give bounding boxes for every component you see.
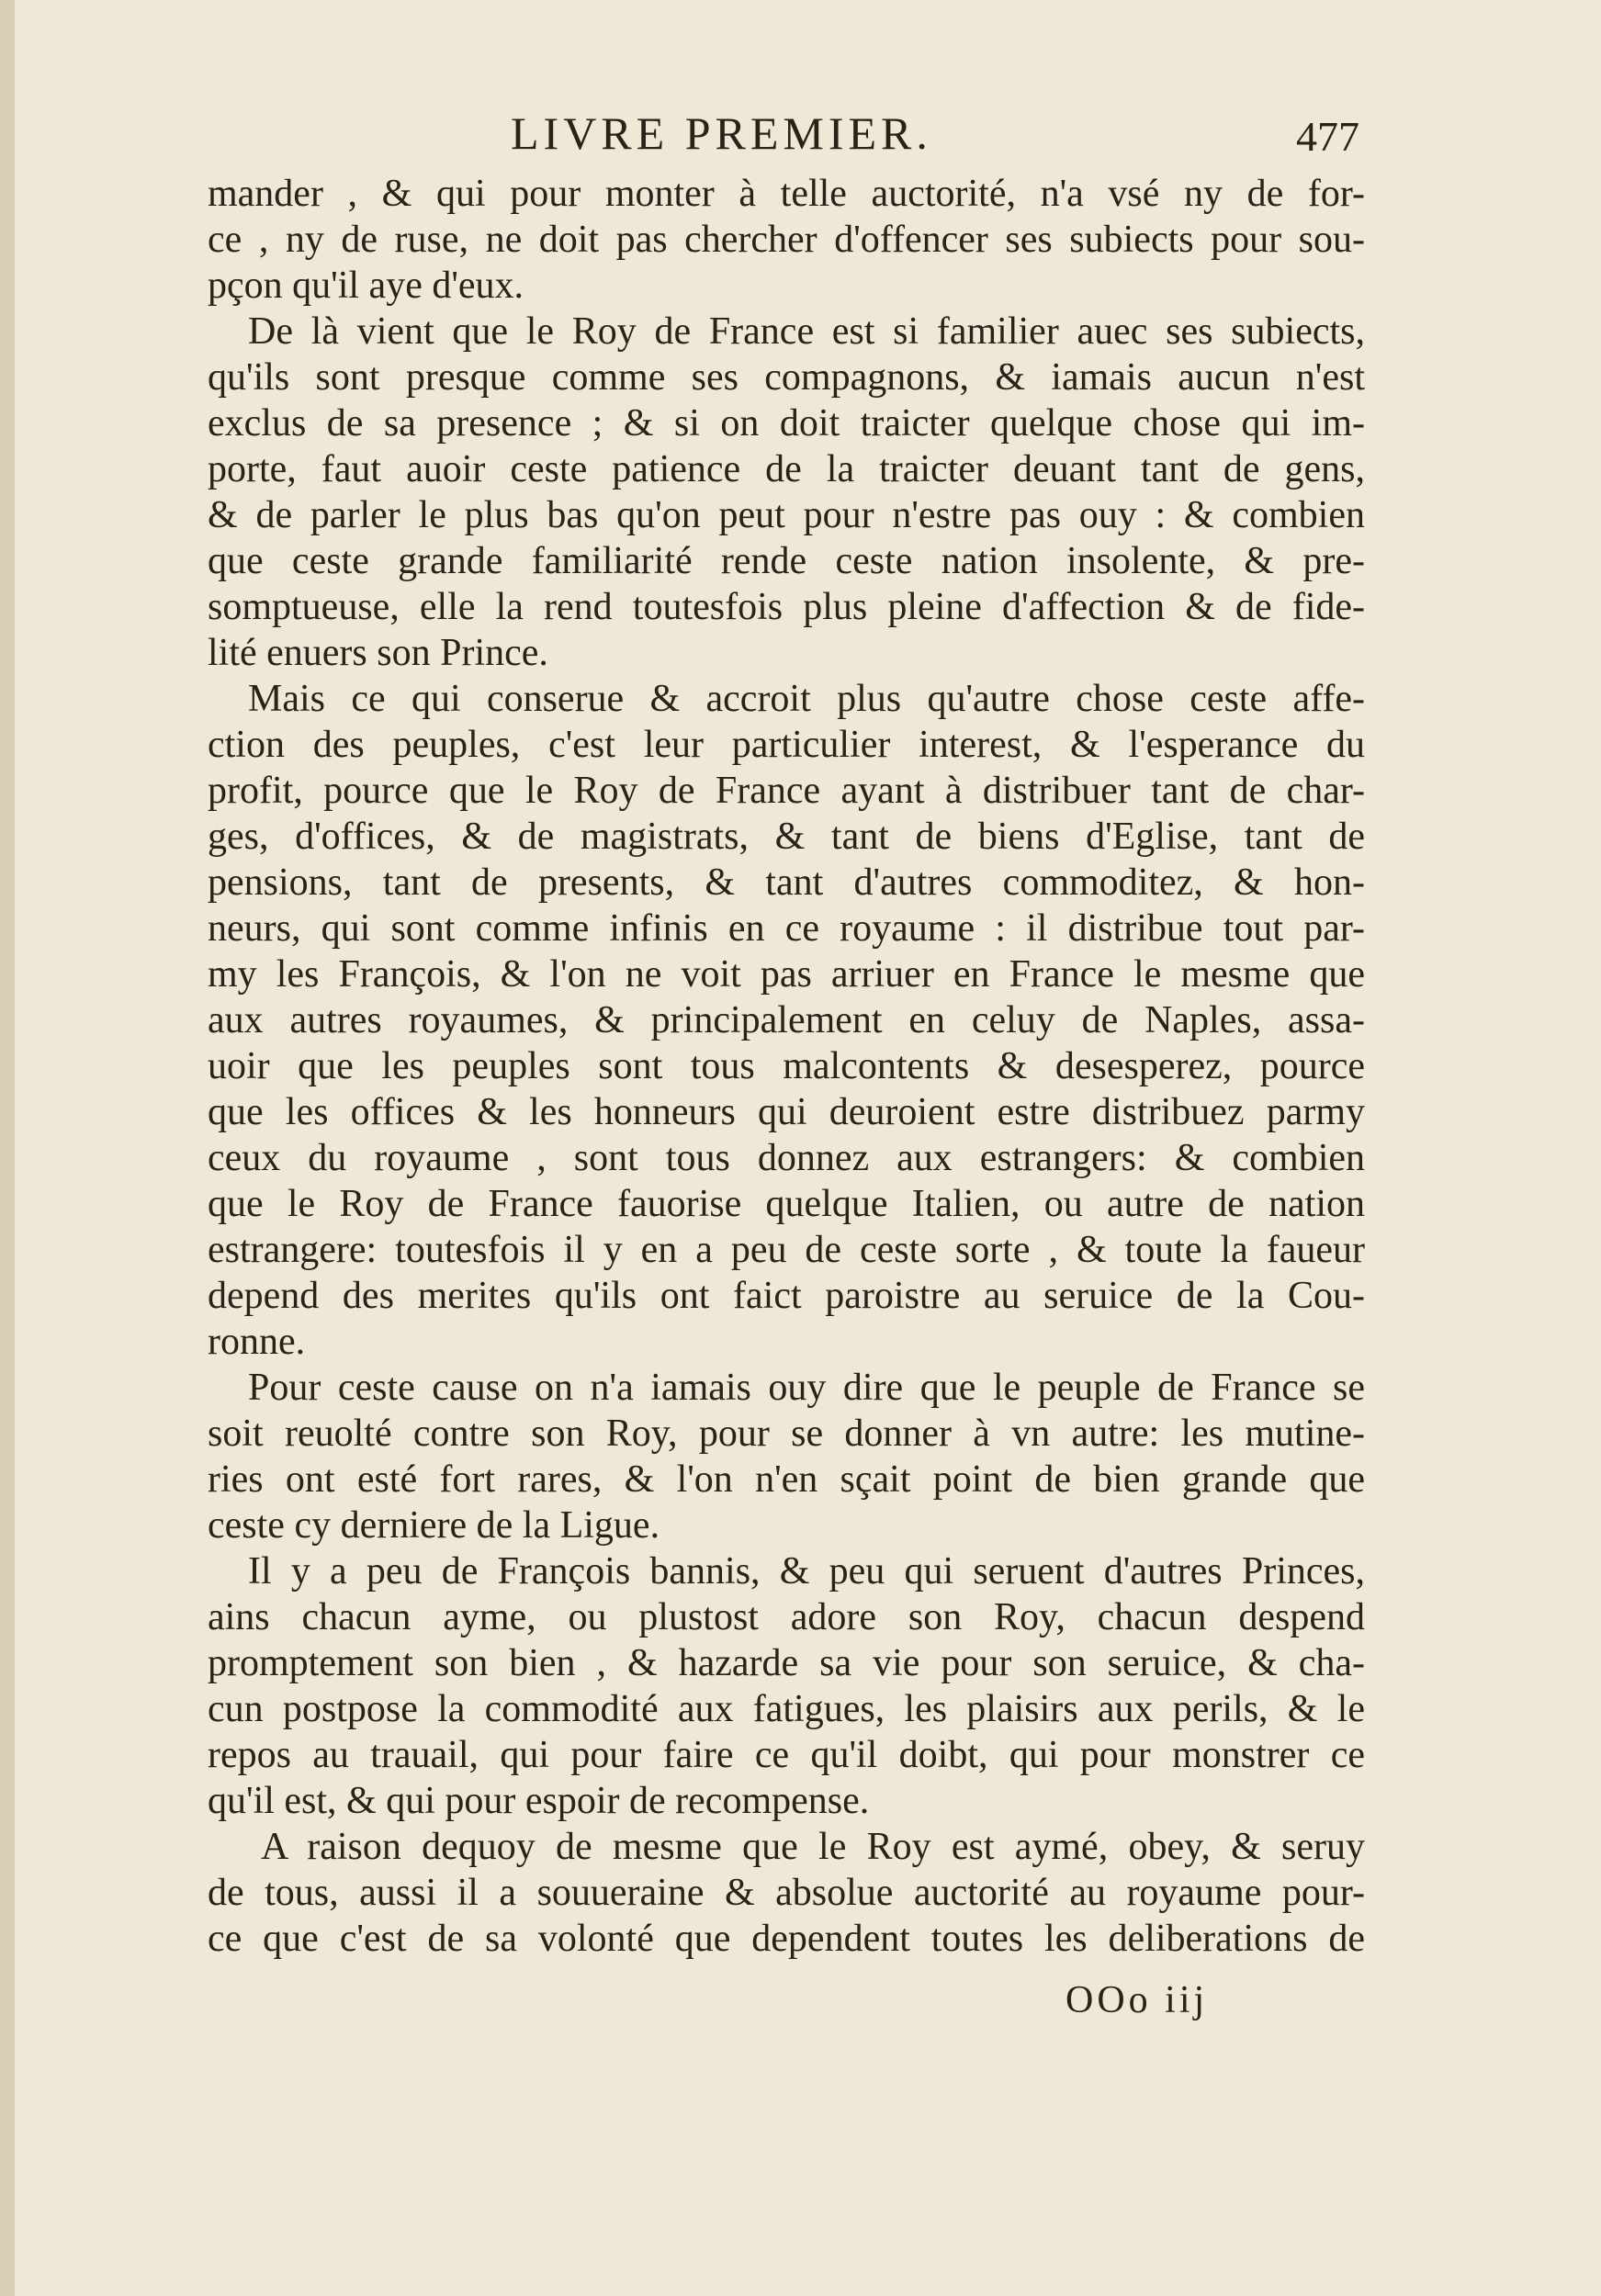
text-line: que le Roy de France fauorise quelque Italien, ou autre de nation (208, 1183, 1365, 1225)
text-line: & de parler le plus bas qu'on peut pour n'estre pas ouy : & combien (208, 494, 1365, 536)
text-line: depend des merites qu'ils ont faict paroistre au seruice de la Cou- (208, 1275, 1365, 1317)
page-edge (0, 0, 15, 2296)
body-text (208, 171, 1365, 1962)
text-line: Mais ce qui conserue & accroit plus qu'autre chose ceste affe- (248, 678, 1365, 720)
text-line: ries ont esté fort rares, & l'on n'en sçait point de bien grande que (208, 1458, 1365, 1501)
page-header (208, 101, 1365, 165)
text-line: cun postpose la commodité aux fatigues, les plaisirs aux perils, & le (208, 1688, 1365, 1730)
text-line: repos au trauail, qui pour faire ce qu'il doibt, qui pour monstrer ce (208, 1734, 1365, 1776)
text-line: my les François, & l'on ne voit pas arriuer en France le mesme que (208, 953, 1365, 996)
text-line: pçon qu'il aye d'eux. (208, 264, 524, 307)
text-line: lité enuers son Prince. (208, 632, 548, 674)
text-line: estrangere: toutesfois il y en a peu de ceste sorte , & toute la faueur (208, 1229, 1365, 1271)
running-title: LIVRE PREMIER. (511, 107, 932, 159)
text-line: promptement son bien , & hazarde sa vie pour son seruice, & cha- (208, 1642, 1365, 1684)
text-line: De là vient que le Roy de France est si familier auec ses subiects, (248, 310, 1365, 353)
text-line: pensions, tant de presents, & tant d'autres commoditez, & hon- (208, 861, 1365, 904)
text-line: ains chacun ayme, ou plustost adore son Roy, chacun despend (208, 1596, 1365, 1638)
text-line: profit, pource que le Roy de France ayant à distribuer tant de char- (208, 770, 1365, 812)
text-line: ce , ny de ruse, ne doit pas chercher d'offencer ses subiects pour sou- (208, 219, 1365, 261)
text-line: exclus de sa presence ; & si on doit traicter quelque chose qui im- (208, 402, 1365, 445)
folio-number: 477 (1296, 113, 1359, 160)
text-line: ceste cy derniere de la Ligue. (208, 1504, 660, 1547)
text-line: ronne. (208, 1321, 306, 1363)
text-line: porte, faut auoir ceste patience de la traicter deuant tant de gens, (208, 448, 1365, 490)
signature-mark: OOo iij (1065, 1979, 1209, 2021)
text-line: mander , & qui pour monter à telle auctorité, n'a vsé ny de for- (208, 173, 1365, 215)
text-line: somptueuse, elle la rend toutesfois plus pleine d'affection & de fide- (208, 586, 1365, 628)
text-line: que ceste grande familiarité rende ceste nation insolente, & pre- (208, 540, 1365, 582)
text-line: ceux du royaume , sont tous donnez aux estrangers: & combien (208, 1137, 1365, 1179)
text-line: que les offices & les honneurs qui deuroient estre distribuez parmy (208, 1091, 1365, 1133)
text-line: aux autres royaumes, & principalement en celuy de Naples, assa- (208, 999, 1365, 1041)
text-line: ges, d'offices, & de magistrats, & tant de biens d'Eglise, tant de (208, 816, 1365, 858)
text-line: soit reuolté contre son Roy, pour se donner à vn autre: les mutine- (208, 1412, 1365, 1455)
text-line: A raison dequoy de mesme que le Roy est aymé, obey, & seruy (261, 1826, 1365, 1868)
text-line: ction des peuples, c'est leur particulier interest, & l'esperance du (208, 724, 1365, 766)
text-line: ce que c'est de sa volonté que dependent toutes les deliberations de (208, 1918, 1365, 1960)
text-line: uoir que les peuples sont tous malcontents & desesperez, pource (208, 1045, 1365, 1087)
text-line: neurs, qui sont comme infinis en ce royaume : il distribue tout par- (208, 907, 1365, 950)
text-line: qu'il est, & qui pour espoir de recompense. (208, 1780, 870, 1822)
text-line: Pour ceste cause on n'a iamais ouy dire que le peuple de France se (248, 1367, 1365, 1409)
text-line: de tous, aussi il a souueraine & absolue auctorité au royaume pour- (208, 1872, 1365, 1914)
text-line: Il y a peu de François bannis, & peu qui seruent d'autres Princes, (248, 1550, 1365, 1593)
text-line: qu'ils sont presque comme ses compagnons, & iamais aucun n'est (208, 356, 1365, 399)
